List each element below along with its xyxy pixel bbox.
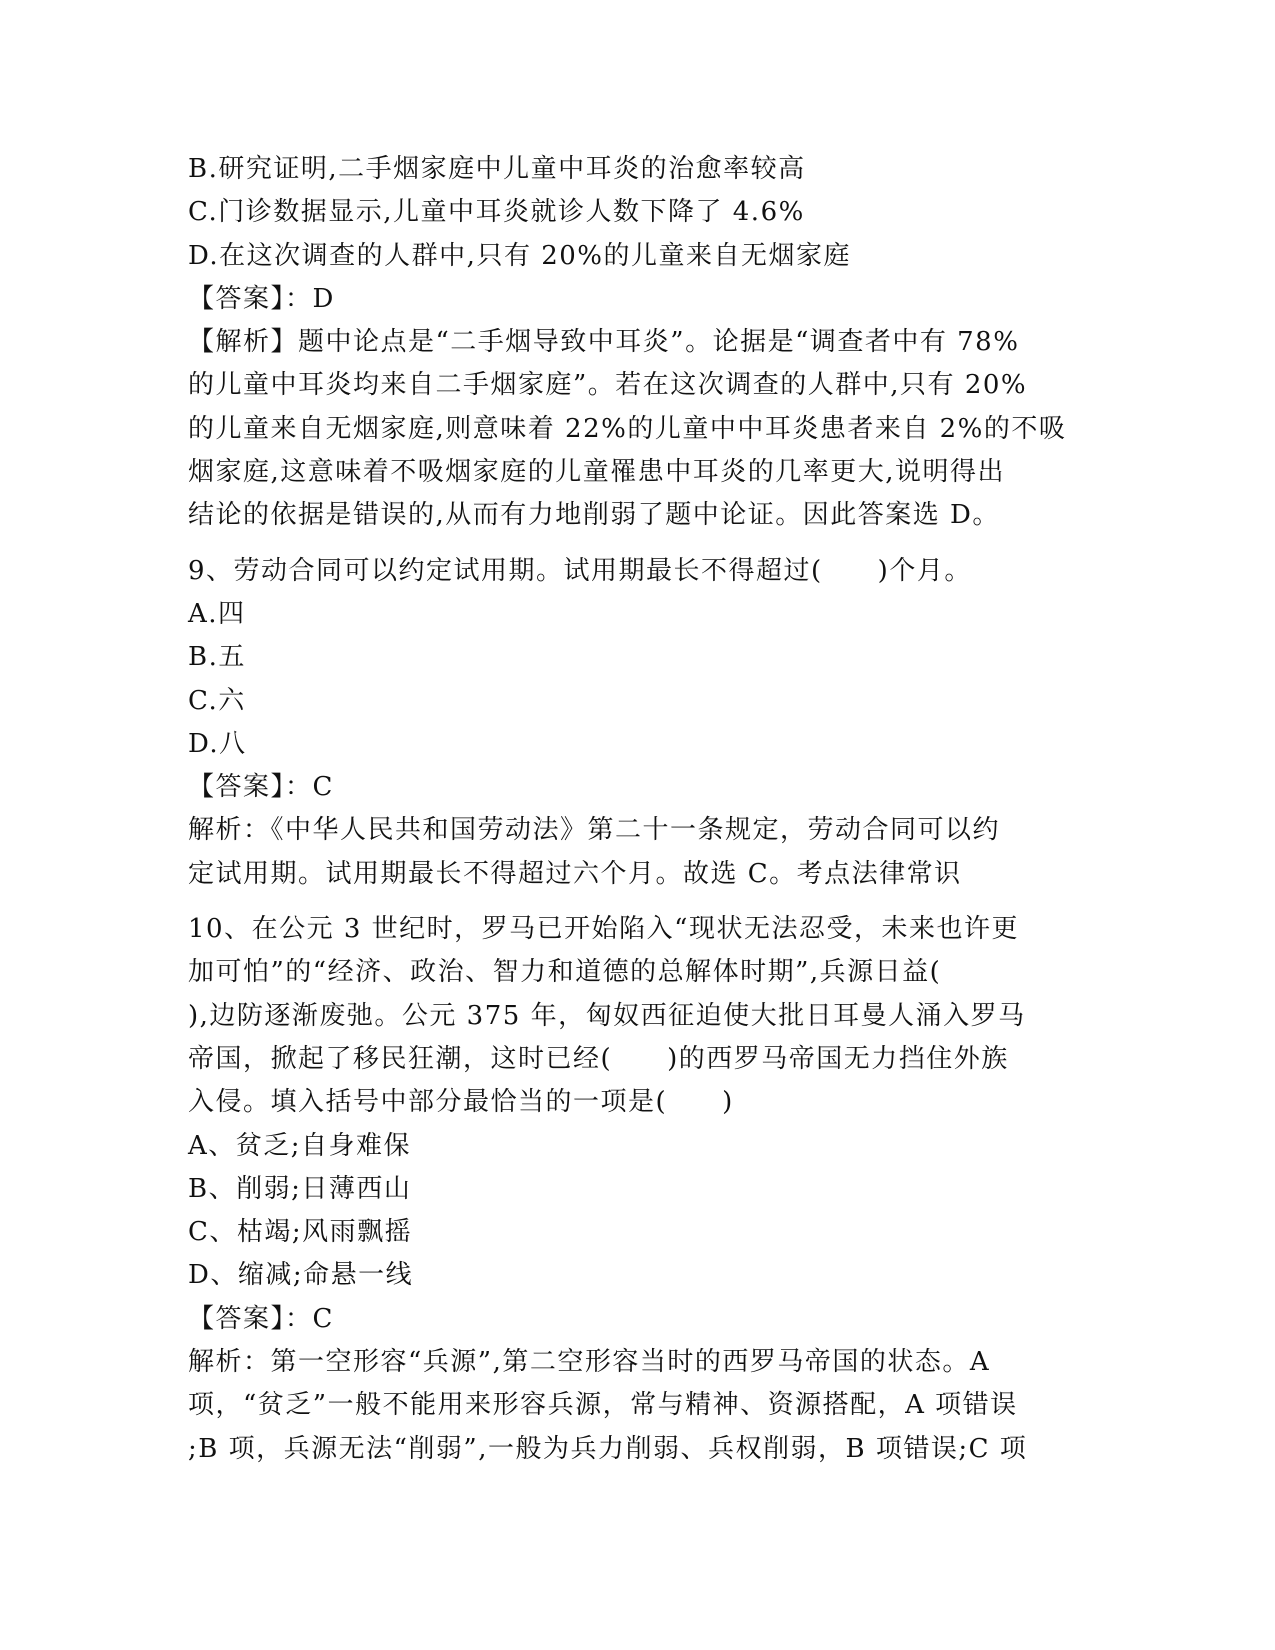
q9-option-b: B.五 [188, 642, 246, 673]
q10-option-c: C、枯竭;风雨飘摇 [188, 1217, 413, 1248]
q9-option-d: D.八 [188, 728, 247, 759]
q10-option-a: A、贫乏;自身难保 [188, 1130, 412, 1161]
question-8-tail [188, 148, 1088, 538]
q10-stem-line: 帝国，掀起了移民狂潮，这时已经( )的西罗马帝国无力挡住外族 [188, 1043, 1009, 1074]
q9-answer: 【答案】：C [188, 772, 334, 803]
q10-stem-line: 10、在公元 3 世纪时，罗马已开始陷入“现状无法忍受，未来也许更 [188, 914, 1019, 945]
q9-stem: 9、劳动合同可以约定试用期。试用期最长不得超过( )个月。 [188, 555, 972, 586]
q10-analysis-line: 解析：第一空形容“兵源”,第二空形容当时的西罗马帝国的状态。A [188, 1347, 991, 1378]
q8-analysis-line: 的儿童来自无烟家庭,则意味着 22%的儿童中中耳炎患者来自 2%的不吸 [188, 413, 1067, 444]
q10-answer: 【答案】：C [188, 1303, 334, 1334]
q8-answer: 【答案】：D [188, 283, 335, 314]
q8-option-d: D.在这次调查的人群中,只有 20%的儿童来自无烟家庭 [188, 240, 852, 271]
section-gap [188, 538, 1088, 550]
q9-option-c: C.六 [188, 685, 246, 716]
section-gap [188, 896, 1088, 908]
q10-analysis-line: 项，“贫乏”一般不能用来形容兵源，常与精神、资源搭配，A 项错误 [188, 1390, 1018, 1421]
document-content [188, 148, 1088, 1471]
q10-option-d: D、缩减;命悬一线 [188, 1260, 414, 1291]
q8-option-c: C.门诊数据显示,儿童中耳炎就诊人数下降了 4.6% [188, 197, 805, 228]
q8-analysis-line: 【解析】题中论点是“二手烟导致中耳炎”。论据是“调查者中有 78% [188, 327, 1020, 358]
q10-stem-line: 加可怕”的“经济、政治、智力和道德的总解体时期”,兵源日益( [188, 957, 942, 988]
q10-stem-line: 入侵。填入括号中部分最恰当的一项是( ) [188, 1087, 734, 1118]
q8-option-b: B.研究证明,二手烟家庭中儿童中耳炎的治愈率较高 [188, 154, 806, 184]
q10-option-b: B、削弱;日薄西山 [188, 1173, 412, 1204]
q9-option-a: A.四 [188, 598, 246, 629]
question-9 [188, 550, 1088, 896]
q8-analysis-line: 的儿童中耳炎均来自二手烟家庭”。若在这次调查的人群中,只有 20% [188, 370, 1028, 401]
q10-analysis-line: ;B 项，兵源无法“削弱”,一般为兵力削弱、兵权削弱，B 项错误;C 项 [188, 1433, 1028, 1464]
q9-analysis-line: 解析：《中华人民共和国劳动法》第二十一条规定，劳动合同可以约 [188, 815, 1001, 846]
q8-analysis-line: 烟家庭,这意味着不吸烟家庭的儿童罹患中耳炎的几率更大,说明得出 [188, 457, 1006, 488]
q8-analysis-line: 结论的依据是错误的,从而有力地削弱了题中论证。因此答案选 D。 [188, 500, 1000, 531]
q9-analysis-line: 定试用期。试用期最长不得超过六个月。故选 C。考点法律常识 [188, 858, 962, 889]
question-10 [188, 908, 1088, 1471]
q10-stem-line: ),边防逐渐废弛。公元 375 年，匈奴西征迫使大批日耳曼人涌入罗马 [188, 1000, 1026, 1031]
